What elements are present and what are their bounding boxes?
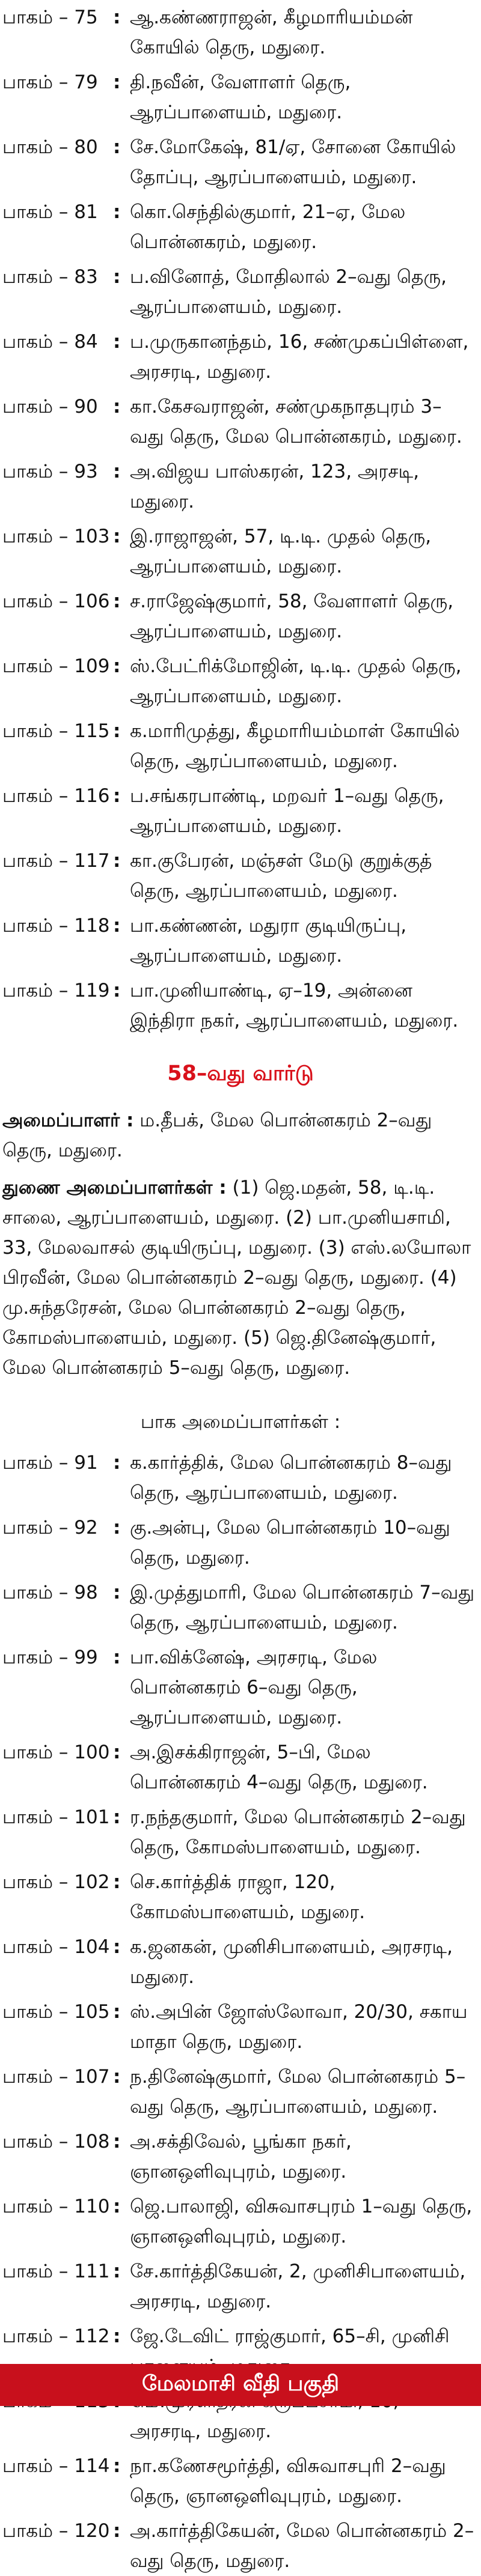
list-item <box>0 1932 481 1992</box>
booth-label: பாகம் – 115 <box>2 720 110 742</box>
ward-heading: 58–வது வார்டு <box>167 1062 314 1086</box>
list-item <box>0 1513 481 1573</box>
booth-organizer-details: கா.கேசவராஜன், சண்முகநாதபுரம் 3–வது தெரு, மேல பொன்னகரம், மதுரை. <box>130 396 462 448</box>
booth-label: பாகம் – 119 <box>2 980 110 1001</box>
booth-organizer-details: ப.முருகானந்தம், 16, சண்முகப்பிள்ளை, அரசரடி, மதுரை. <box>130 331 469 383</box>
list-item <box>0 132 481 192</box>
booth-label: பாகம் – 84 <box>2 331 98 353</box>
list-item <box>0 586 481 646</box>
colon-separator: : <box>113 1871 121 1893</box>
colon-separator: : <box>113 655 121 677</box>
booth-organizer-details: கா.குபேரன், மஞ்சள் மேடு குறுக்குத் தெரு, ஆரப்பாளையம், மதுரை. <box>130 850 432 902</box>
colon-separator: : <box>113 2325 121 2347</box>
booth-label: பாகம் – 110 <box>2 2196 110 2217</box>
organizer-head: அமைப்பாளர் : <box>2 1110 134 1131</box>
booth-label: பாகம் – 101 <box>2 1806 110 1828</box>
list-item <box>0 1867 481 1927</box>
booth-organizer-details: பா.விக்னேஷ், அரசரடி, மேல பொன்னகரம் 6–வது தெரு, ஆரப்பாளையம், மதுரை. <box>130 1647 378 1728</box>
booth-organizer-details: அ.விஜய பாஸ்கரன், 123, அரசடி, மதுரை. <box>130 461 420 512</box>
list-item <box>0 392 481 452</box>
booth-label: பாகம் – 83 <box>2 266 98 288</box>
list-item <box>0 197 481 257</box>
booth-label: பாகம் – 105 <box>2 2001 110 2023</box>
list-item <box>0 2062 481 2122</box>
list-item <box>0 846 481 906</box>
booth-list-b <box>0 1445 481 2576</box>
colon-separator: : <box>113 1647 121 1668</box>
list-item <box>0 1737 481 1797</box>
list-item <box>0 651 481 711</box>
booth-organizer-details: நா.கணேசமூர்த்தி, விசுவாசபுரி 2–வது தெரு, ஞானஒளிவுபுரம், மதுரை. <box>130 2455 446 2507</box>
list-item <box>0 1997 481 2057</box>
booth-label: பாகம் – 98 <box>2 1582 98 1603</box>
colon-separator: : <box>113 201 121 223</box>
colon-separator: : <box>113 396 121 418</box>
booth-label: பாகம் – 107 <box>2 2066 110 2088</box>
booth-organizer-details: ப.சங்கரபாண்டி, மறவர் 1–வது தெரு, ஆரப்பாளையம், மதுரை. <box>130 785 444 837</box>
booth-label: பாகம் – 90 <box>2 396 98 418</box>
list-item <box>0 781 481 841</box>
booth-organizer-details: செ.கார்த்திக் ராஜா, 120, கோமஸ்பாளையம், மதுரை. <box>130 1871 366 1923</box>
colon-separator: : <box>113 1517 121 1539</box>
colon-separator: : <box>113 591 121 612</box>
booth-label: பாகம் – 91 <box>2 1452 98 1474</box>
colon-separator: : <box>113 1452 121 1474</box>
colon-separator: : <box>113 136 121 158</box>
colon-separator: : <box>113 1742 121 1763</box>
list-item <box>0 2516 481 2576</box>
colon-separator: : <box>113 850 121 872</box>
colon-separator: : <box>113 2066 121 2088</box>
list-item <box>0 1802 481 1862</box>
booth-label: பாகம் – 104 <box>2 1936 110 1958</box>
colon-separator: : <box>113 331 121 353</box>
deputy-head: துணை அமைப்பாளர்கள் : <box>2 1177 227 1198</box>
booth-label: பாகம் – 93 <box>2 461 98 482</box>
booth-organizer-details: ஸ்.அபின் ஜோஸ்லோவா, 20/30, சகாய மாதா தெரு, மதுரை. <box>130 2001 468 2053</box>
deputy-paragraph <box>0 1173 481 1383</box>
booth-organizer-details: ப.வினோத், மோதிலால் 2–வது தெரு, ஆரப்பாளையம், மதுரை. <box>130 266 447 318</box>
booth-label: பாகம் – 118 <box>2 915 110 937</box>
list-item <box>0 2 481 62</box>
booth-organizer-details: ஜே.டேவிட் ராஜ்குமார், 65–சி, முனிசி <box>130 2325 450 2347</box>
booth-label: பாகம் – 112 <box>2 2325 110 2347</box>
booth-label: பாகம் – 109 <box>2 655 110 677</box>
booth-label: பாகம் – 92 <box>2 1517 98 1539</box>
colon-separator: : <box>113 785 121 807</box>
section-footer-banner <box>0 2364 481 2406</box>
booth-organizers-heading: பாக அமைப்பாளர்கள் : <box>140 1411 341 1433</box>
organizer-paragraph <box>0 1105 481 1165</box>
list-item <box>0 716 481 776</box>
list-item <box>0 1642 481 1733</box>
booth-organizer-details: இ.முத்துமாரி, மேல பொன்னகரம் 7–வது தெரு, ஆரப்பாளையம், மதுரை. <box>130 1582 475 1633</box>
colon-separator: : <box>113 461 121 482</box>
list-item <box>0 521 481 582</box>
colon-separator: : <box>113 2455 121 2477</box>
colon-separator: : <box>113 2001 121 2023</box>
booth-label: பாகம் – 103 <box>2 526 110 547</box>
booth-label: பாகம் – 102 <box>2 1871 110 1893</box>
booth-organizer-details: அ.கார்த்திகேயன், மேல பொன்னகரம் 2–வது தெரு, மதுரை. <box>130 2520 474 2572</box>
list-item <box>0 1448 481 1508</box>
booth-organizer-details: தி.நவீன், வேளாளர் தெரு, ஆரப்பாளையம், மதுரை. <box>130 71 351 123</box>
list-item <box>0 262 481 322</box>
booth-label: பாகம் – 106 <box>2 591 110 612</box>
booth-label: பாகம் – 111 <box>2 2261 110 2282</box>
booth-label: பாகம் – 114 <box>2 2455 110 2477</box>
booth-label: பாகம் – 100 <box>2 1742 110 1763</box>
colon-separator: : <box>113 1806 121 1828</box>
colon-separator: : <box>113 7 121 28</box>
list-item <box>0 2127 481 2187</box>
booth-organizer-details: அரசரடி, மதுரை. <box>130 2420 272 2442</box>
footer-label: மேலமாசி வீதி பகுதி <box>141 2372 340 2396</box>
booth-organizer-details: ஜெ.பாலாஜி, விசுவாசபுரம் 1–வது தெரு, ஞானஒளிவுபுரம், மதுரை. <box>130 2196 473 2247</box>
list-item <box>0 1578 481 1638</box>
booth-organizer-details: ஸ்.பேட்ரிக்மோஜின், டி.டி. முதல் தெரு, ஆரப்பாளையம், மதுரை. <box>130 655 462 707</box>
list-item <box>0 2451 481 2511</box>
colon-separator: : <box>113 2196 121 2217</box>
organizer-text: ம.தீபக், மேல பொன்னகரம் 2–வது தெரு, மதுரை. <box>2 1110 432 1161</box>
booth-list-a <box>0 0 481 1036</box>
booth-label: பாகம் – 117 <box>2 850 110 872</box>
booth-organizer-details: க.ஜனகன், முனிசிபாளையம், அரசரடி, மதுரை. <box>130 1936 453 1988</box>
booth-label: பாகம் – 99 <box>2 1647 98 1668</box>
booth-label: பாகம் – 120 <box>2 2520 110 2542</box>
booth-label: பாகம் – 75 <box>2 7 98 28</box>
booth-organizer-details: ச.ராஜேஷ்குமார், 58, வேளாளர் தெரு, ஆரப்பாளையம், மதுரை. <box>130 591 454 642</box>
booth-organizer-details: அ.சக்திவேல், பூங்கா நகர், ஞானஒளிவுபுரம், மதுரை. <box>130 2131 352 2183</box>
booth-organizer-details: இ.ராஜாஜன், 57, டி.டி. முதல் தெரு, ஆரப்பாளையம், மதுரை. <box>130 526 432 577</box>
booth-label: பாகம் – 80 <box>2 136 98 158</box>
booth-organizer-details: க.கார்த்திக், மேல பொன்னகரம் 8–வது தெரு, ஆரப்பாளையம், மதுரை. <box>130 1452 452 1504</box>
booth-organizer-details: கொ.செந்தில்குமார், 21–ஏ, மேல பொன்னகரம், மதுரை. <box>130 201 406 253</box>
booth-label: பாகம் – 116 <box>2 785 110 807</box>
list-item <box>0 67 481 127</box>
list-item <box>0 2256 481 2316</box>
booth-organizer-details: பா.கண்ணன், மதுரா குடியிருப்பு, ஆரப்பாளையம், மதுரை. <box>130 915 407 967</box>
list-item <box>0 327 481 387</box>
list-item <box>0 457 481 517</box>
booth-organizer-details: கு.அன்பு, மேல பொன்னகரம் 10–வது தெரு, மதுரை. <box>130 1517 450 1569</box>
booth-label: பாகம் – 79 <box>2 71 98 93</box>
booth-organizer-details: ர.நந்தகுமார், மேல பொன்னகரம் 2–வது தெரு, கோமஸ்பாளையம், மதுரை. <box>130 1806 466 1858</box>
colon-separator: : <box>113 526 121 547</box>
colon-separator: : <box>113 2520 121 2542</box>
colon-separator: : <box>113 71 121 93</box>
booth-organizer-details: பா.முனியாண்டி, ஏ–19, அன்னை இந்திரா நகர், ஆரப்பாளையம், மதுரை. <box>130 980 459 1031</box>
colon-separator: : <box>113 1582 121 1603</box>
booth-organizer-details: க.மாரிமுத்து, கீழமாரியம்மாள் கோயில் தெரு, ஆரப்பாளையம், மதுரை. <box>130 720 460 772</box>
list-item <box>0 2192 481 2252</box>
booth-organizer-details: சே.மோகேஷ், 81/ஏ, சோனை கோயில் தோப்பு, ஆரப்பாளையம், மதுரை. <box>130 136 456 188</box>
colon-separator: : <box>113 720 121 742</box>
colon-separator: : <box>113 2131 121 2152</box>
colon-separator: : <box>113 2261 121 2282</box>
list-item <box>0 976 481 1036</box>
booth-organizer-details: அ.இசக்கிராஜன், 5–பி, மேல பொன்னகரம் 4–வது தெரு, மதுரை. <box>130 1742 428 1793</box>
colon-separator: : <box>113 266 121 288</box>
colon-separator: : <box>113 915 121 937</box>
list-item <box>0 911 481 971</box>
booth-organizer-details: சே.கார்த்திகேயன், 2, முனிசிபாளையம், அரசரடி, மதுரை. <box>130 2261 466 2312</box>
booth-label: பாகம் – 81 <box>2 201 98 223</box>
booth-label: பாகம் – 108 <box>2 2131 110 2152</box>
colon-separator: : <box>113 980 121 1001</box>
booth-organizer-details: ஆ.கண்ணராஜன், கீழமாரியம்மன் கோயில் தெரு, மதுரை. <box>130 7 413 58</box>
colon-separator: : <box>113 1936 121 1958</box>
booth-organizer-details: ந.தினேஷ்குமார், மேல பொன்னகரம் 5–வது தெரு, ஆரப்பாளையம், மதுரை. <box>130 2066 466 2118</box>
deputy-text: (1) ஜெ.மதன், 58, டி.டி. சாலை, ஆரப்பாளையம், மதுரை. (2) பா.முனியசாமி, 33, மேலவாசல் குடியிருப்பு, மதுரை. (3) எஸ்.லயோலா பிரவீன், மேல பொன்னகரம் 2–வது தெரு, மதுரை. (4) மு.சுந்தரேசன், மேல பொன்னகரம் 2–வது தெரு, கோமஸ்பாளையம், மதுரை. (5) ஜெ.தினேஷ்குமார், மேல பொன்னகரம் 5–வது தெரு, மதுரை. <box>2 1177 471 1379</box>
